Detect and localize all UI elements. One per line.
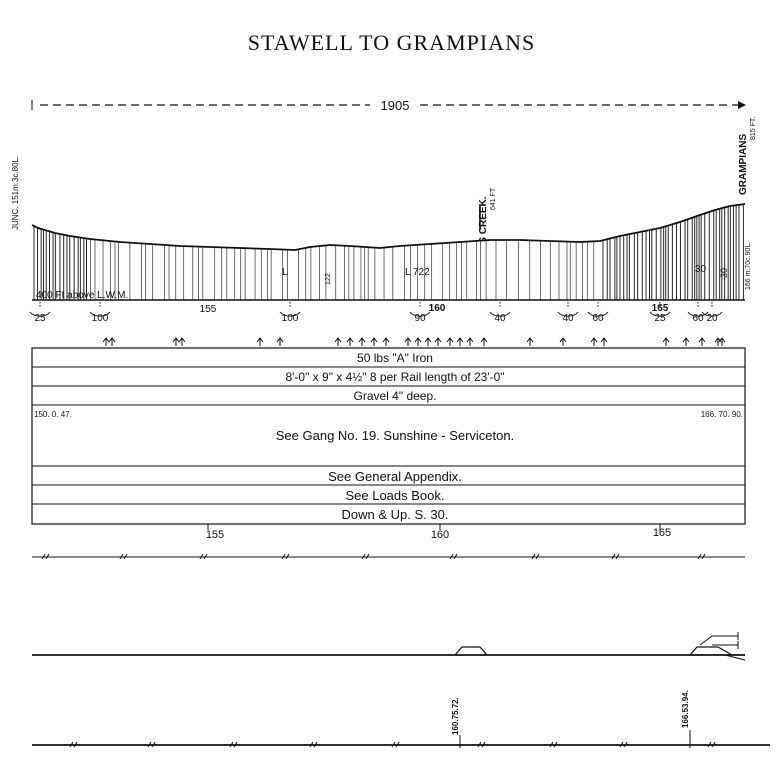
band-ballast: Gravel 4" deep.	[353, 389, 437, 403]
milepost-bottom-160: 160	[430, 529, 450, 541]
milepost-bottom-155: 155	[205, 529, 225, 541]
band-trains: Down & Up. S. 30.	[341, 507, 449, 522]
milepost-top-160: 160	[428, 303, 446, 314]
check-arrow-row	[103, 338, 725, 346]
year-label: 1905	[380, 98, 410, 113]
profile-label-30b: 30	[719, 267, 729, 278]
speed-limit-5: 40	[562, 313, 574, 324]
speed-limit-1: 100	[91, 313, 109, 324]
milepost-top-165: 165	[651, 303, 669, 314]
year-arrow-icon	[738, 101, 746, 109]
band-end-chainage: 166. 70. 90.	[700, 410, 743, 419]
plan-marker-160-75-72: 160.75.72.	[451, 697, 460, 735]
speed-limit-3: 90	[414, 313, 426, 324]
band-gang: See Gang No. 19. Sunshine - Serviceton.	[275, 428, 515, 443]
speed-limit-6: 60	[592, 313, 604, 324]
grampians-siding	[690, 647, 732, 655]
station-grampians-elevation: 815 FT.	[750, 116, 757, 140]
profile-label-30a: 30	[695, 264, 707, 275]
speed-limit-8: 60	[692, 313, 704, 324]
band-sleepers: 8'-0" x 9" x 4½" 8 per Rail length of 23'-0"	[285, 370, 505, 384]
plan-marker-166-53-94: 166.53.94.	[681, 690, 690, 728]
band-appendix: See General Appendix.	[328, 469, 462, 484]
fyans-creek-siding	[455, 647, 487, 655]
band-rail: 50 lbs "A" Iron	[357, 351, 433, 365]
speed-limit-2: 100	[281, 313, 299, 324]
band-loads: See Loads Book.	[345, 488, 445, 503]
milepost-top-155: 155	[199, 304, 217, 315]
speed-limit-row	[30, 302, 722, 324]
page-title: STAWELL TO GRAMPIANS	[247, 30, 536, 55]
grampians-road-1	[700, 636, 738, 645]
elevation-profile	[32, 204, 745, 300]
station-fyans-creek-elevation: 641 FT	[490, 187, 497, 210]
datum-label: 400 Ft above L.W.M.	[36, 290, 129, 301]
speed-limit-9: 20	[706, 313, 718, 324]
station-grampians-label: GRAMPIANS	[738, 133, 749, 195]
station-grampians-chainage: 166 m.70c.90L.	[745, 241, 752, 290]
station-start-label: JUNC. 151m.3c.80L.	[11, 155, 20, 230]
band-start-chainage: 150. 0. 47.	[34, 410, 72, 419]
speed-limit-4: 40	[494, 313, 506, 324]
station-fyans-creek-label: FYANS CREEK.	[478, 196, 489, 270]
speed-limit-0: 25	[34, 313, 46, 324]
profile-label-l722: L 722	[405, 267, 430, 278]
profile-label-122: 122	[325, 273, 332, 285]
profile-label-l1: L	[282, 267, 288, 278]
speed-limit-7: 25	[654, 313, 666, 324]
milepost-bottom-165: 165	[652, 527, 672, 539]
